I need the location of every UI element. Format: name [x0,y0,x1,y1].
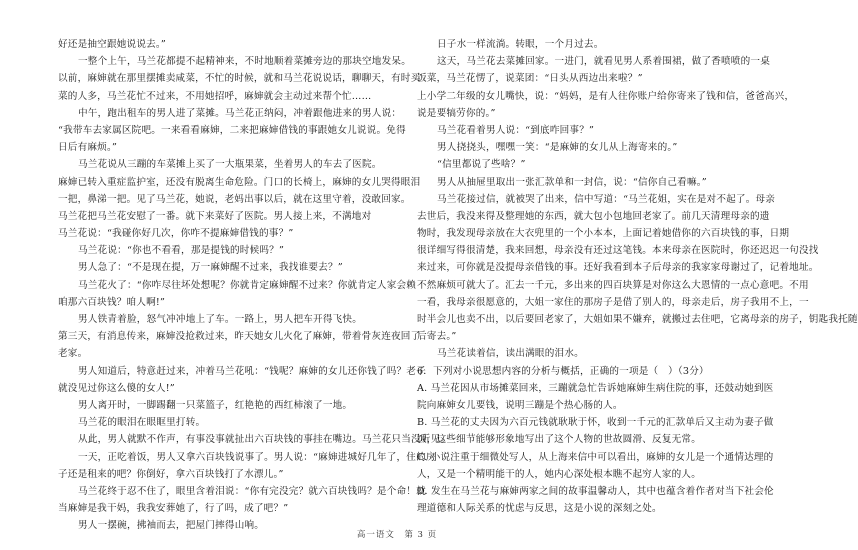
text-line: 后寄去。” [417,331,457,343]
text-line: C. 小说注重于细微处写人，从上海来信中可以看出，麻婶的女儿是一个通情达理的 [417,451,774,463]
text-line: 好还是抽空跟她说说去。” [58,39,167,50]
text-line: 以前，麻婶就在那里摆摊卖咸菜，不忙的时候，就和马兰花说说话，聊聊天，有时买 [58,73,421,85]
text-line: 6．下列对小说思想内容的分析与概括，正确的一项是（ ）（3分） [417,365,709,377]
text-line: 马兰花说从三蹦的车菜摊上买了一大瓶果菜，坐着男人的车去了医院。 [78,159,382,171]
text-line: 男人铁青着脸，怒气冲冲地上了车。一路上，男人把车开得飞快。 [78,314,363,325]
text-line: 去世后，我没来得及整理她的东西，就大包小包地回老家了。前几天清理母亲的遗 [417,210,770,222]
text-line: “信里都说了些啥？” [437,159,526,171]
text-line: 中午，跑出租车的男人进了菜摊。马兰花正纳闷，冲着跟他进来的男人说： [78,107,402,119]
text-line: 子还是租来的吧？你倒好，拿六百块钱打了水漂儿。” [58,468,284,480]
text-line: 一整个上午，马兰花都提不起精神来，不时地顺着菜摊旁边的那块空地发呆。 [78,56,411,68]
text-line: 上小学二年级的女儿嘴快，说：“妈妈，是有人往你账户给你寄来了钱和信，爸爸高兴， [417,90,795,102]
text-line: 这天，马兰花去菜摊回家。一进门，就看见男人系着围裙，做了香喷喷的一桌 [437,56,770,68]
text-line: 男人离开时，一脚踢翻一只菜篮子，红艳艳的西红柿滚了一地。 [78,399,353,411]
text-line: 第三天，有消息传来，麻婶没抢救过来，昨天她女儿火化了麻婶，带着骨灰连夜回了 [58,331,421,343]
text-line: 马兰花读着信，读出满眼的泪水。 [437,348,584,360]
text-line: 男人一摆碗，拂袖而去，把屋门摔得山响。 [78,520,265,532]
text-line: 人，又是一个精明能干的人，她内心深处根本瞧不起穷人家的人。 [417,468,702,480]
text-line: 理道德和人际关系的忧虑与反思，这是小说的深刻之处。 [417,503,662,515]
right-column [417,36,858,517]
text-line: 一天，正吃着饭，男人又拿六百块钱说事了。男人说：“麻婶进城好几年了，住的房 [78,451,436,463]
text-line: 菜的人多，马兰花忙不过来，不用她招呼，麻婶就会主动过来帮个忙…… [58,90,372,102]
text-line: 马兰花接过信，就被哭了出来，信中写道：“马兰花姐，实在是对不起了。母亲 [437,193,776,205]
text-line: 男人急了：“不是现在提，万一麻婶醒不过来，我找谁要去？” [78,262,343,274]
text-line: 马兰花火了：“你咋尽往坏处想呢？你就肯定麻婶醒不过来？你就肯定人家会赖 [78,279,417,291]
text-line: 就没见过你这么傻的女人!” [58,382,175,394]
text-line: 很详细写得很清楚，我来回想，母亲没有还过这笔钱。本来母亲在医院时，你还迟迟一句没找 [417,245,819,257]
text-line: 从此，男人就默不作声，有事没事就扯出六百块钱的事挂在嘴边。马兰花只当没听见。 [78,434,451,446]
text-line: 时半会儿也卖不出，以后要回老家了，大姐如果不嫌弃，就搬过去住吧，它离母亲的房子，钥匙我托随 [417,314,858,325]
text-line: 马兰花的眼泪在眼眶里打转。 [78,417,206,429]
text-line: B. 马兰花的丈夫因为六百元钱就耿耿于怀，收到一千元的汇款单后又主动为妻子做 [417,417,774,429]
text-line: 物时，我发现母亲放在大衣兜里的一个小本本，上面记着她借你的六百块钱的事，日期 [417,228,790,240]
text-line: 马兰花看着男人说：“到底咋回事？” [437,124,595,136]
text-line: 一把，鼻涕一把。见了马兰花，她说，老妈出事以后，就在这里守着，没敢回家。 [58,193,411,205]
text-line: 马兰花说：“你也不看看，那是提钱的时候吗？” [78,245,285,257]
text-line: 说是要犒劳你的。” [417,107,496,119]
text-line: 马兰花终于忍不住了，眼里含着泪说：“你有完没完？就六百块钱吗？是个命！就 [78,485,426,497]
text-line: 当麻婶是我干妈，我我安葬她了，行了吗，成了吧？” [58,503,289,515]
text-line: 马兰花说：“我碰你好几次，你咋不提麻婶借钱的事？” [58,228,294,240]
text-line: 院向麻婶女儿要钱，说明三蹦是个热心肠的人。 [417,399,623,411]
text-line: 男人从抽屉里取出一张汇款单和一封信，说：“信你自己看嘛。” [437,176,707,188]
text-line: “我带车去家属区院吧。一来看看麻婶，二来把麻婶借钱的事跟她女儿说说。免得 [58,124,406,136]
text-line: D. 发生在马兰花与麻婶两家之间的故事温馨动人，其中也蕴含着作者对当下社会伦 [417,485,774,497]
text-line: 咱那六百块钱？咱人啊!” [58,296,166,308]
text-line: 日子水一样流淌。转眼，一个月过去。 [437,39,604,50]
text-line: A. 马兰花因从市场摊菜回来，三蹦就急忙告诉她麻婶生病住院的事，还鼓动她到医 [417,382,774,394]
text-line: 来过来，可你就是没提母亲借钱的事。还好我看到本子后母亲的我家家母谢过了，记着地址。 [417,262,819,274]
text-line: 男人挠挠头，嘿嘿一笑：“是麻婶的女儿从上海寄来的。” [437,142,678,154]
text-line: 饭，这些细节能够形象地写出了这个人物的世故圆滑、反复无常。 [417,434,702,446]
text-line: 男人知道后，特意赶过来，冲着马兰花吼：“钱呢？麻婶的女儿还你钱了吗？老子 [78,365,426,377]
text-line: 日后有麻烦。” [58,142,118,154]
text-line: 马兰花把马兰花安慰了一番。就下来菜好了医院。男人接上来，不满地对 [58,210,372,222]
text-line: 麻婶已转入重症监护室，还没有脱离生命危险。门口的长椅上，麻婶的女儿哭得眼泪 [58,176,421,188]
text-line: 一看，我母亲很愿意的，大姐一家住的那房子是借了别人的，母亲走后，房子我用不上，一 [417,296,809,308]
text-line: 不然麻烦可就大了。汇去一千元，多出来的四百块算是对你这么大恩情的一点心意吧。不用 [417,279,809,291]
text-line: 饭菜，马兰花愣了，说菜团：“日头从西边出来啦？” [417,73,643,85]
page-footer: 高一语文 第 3 页 [356,530,438,540]
text-line: 老家。 [58,348,88,360]
